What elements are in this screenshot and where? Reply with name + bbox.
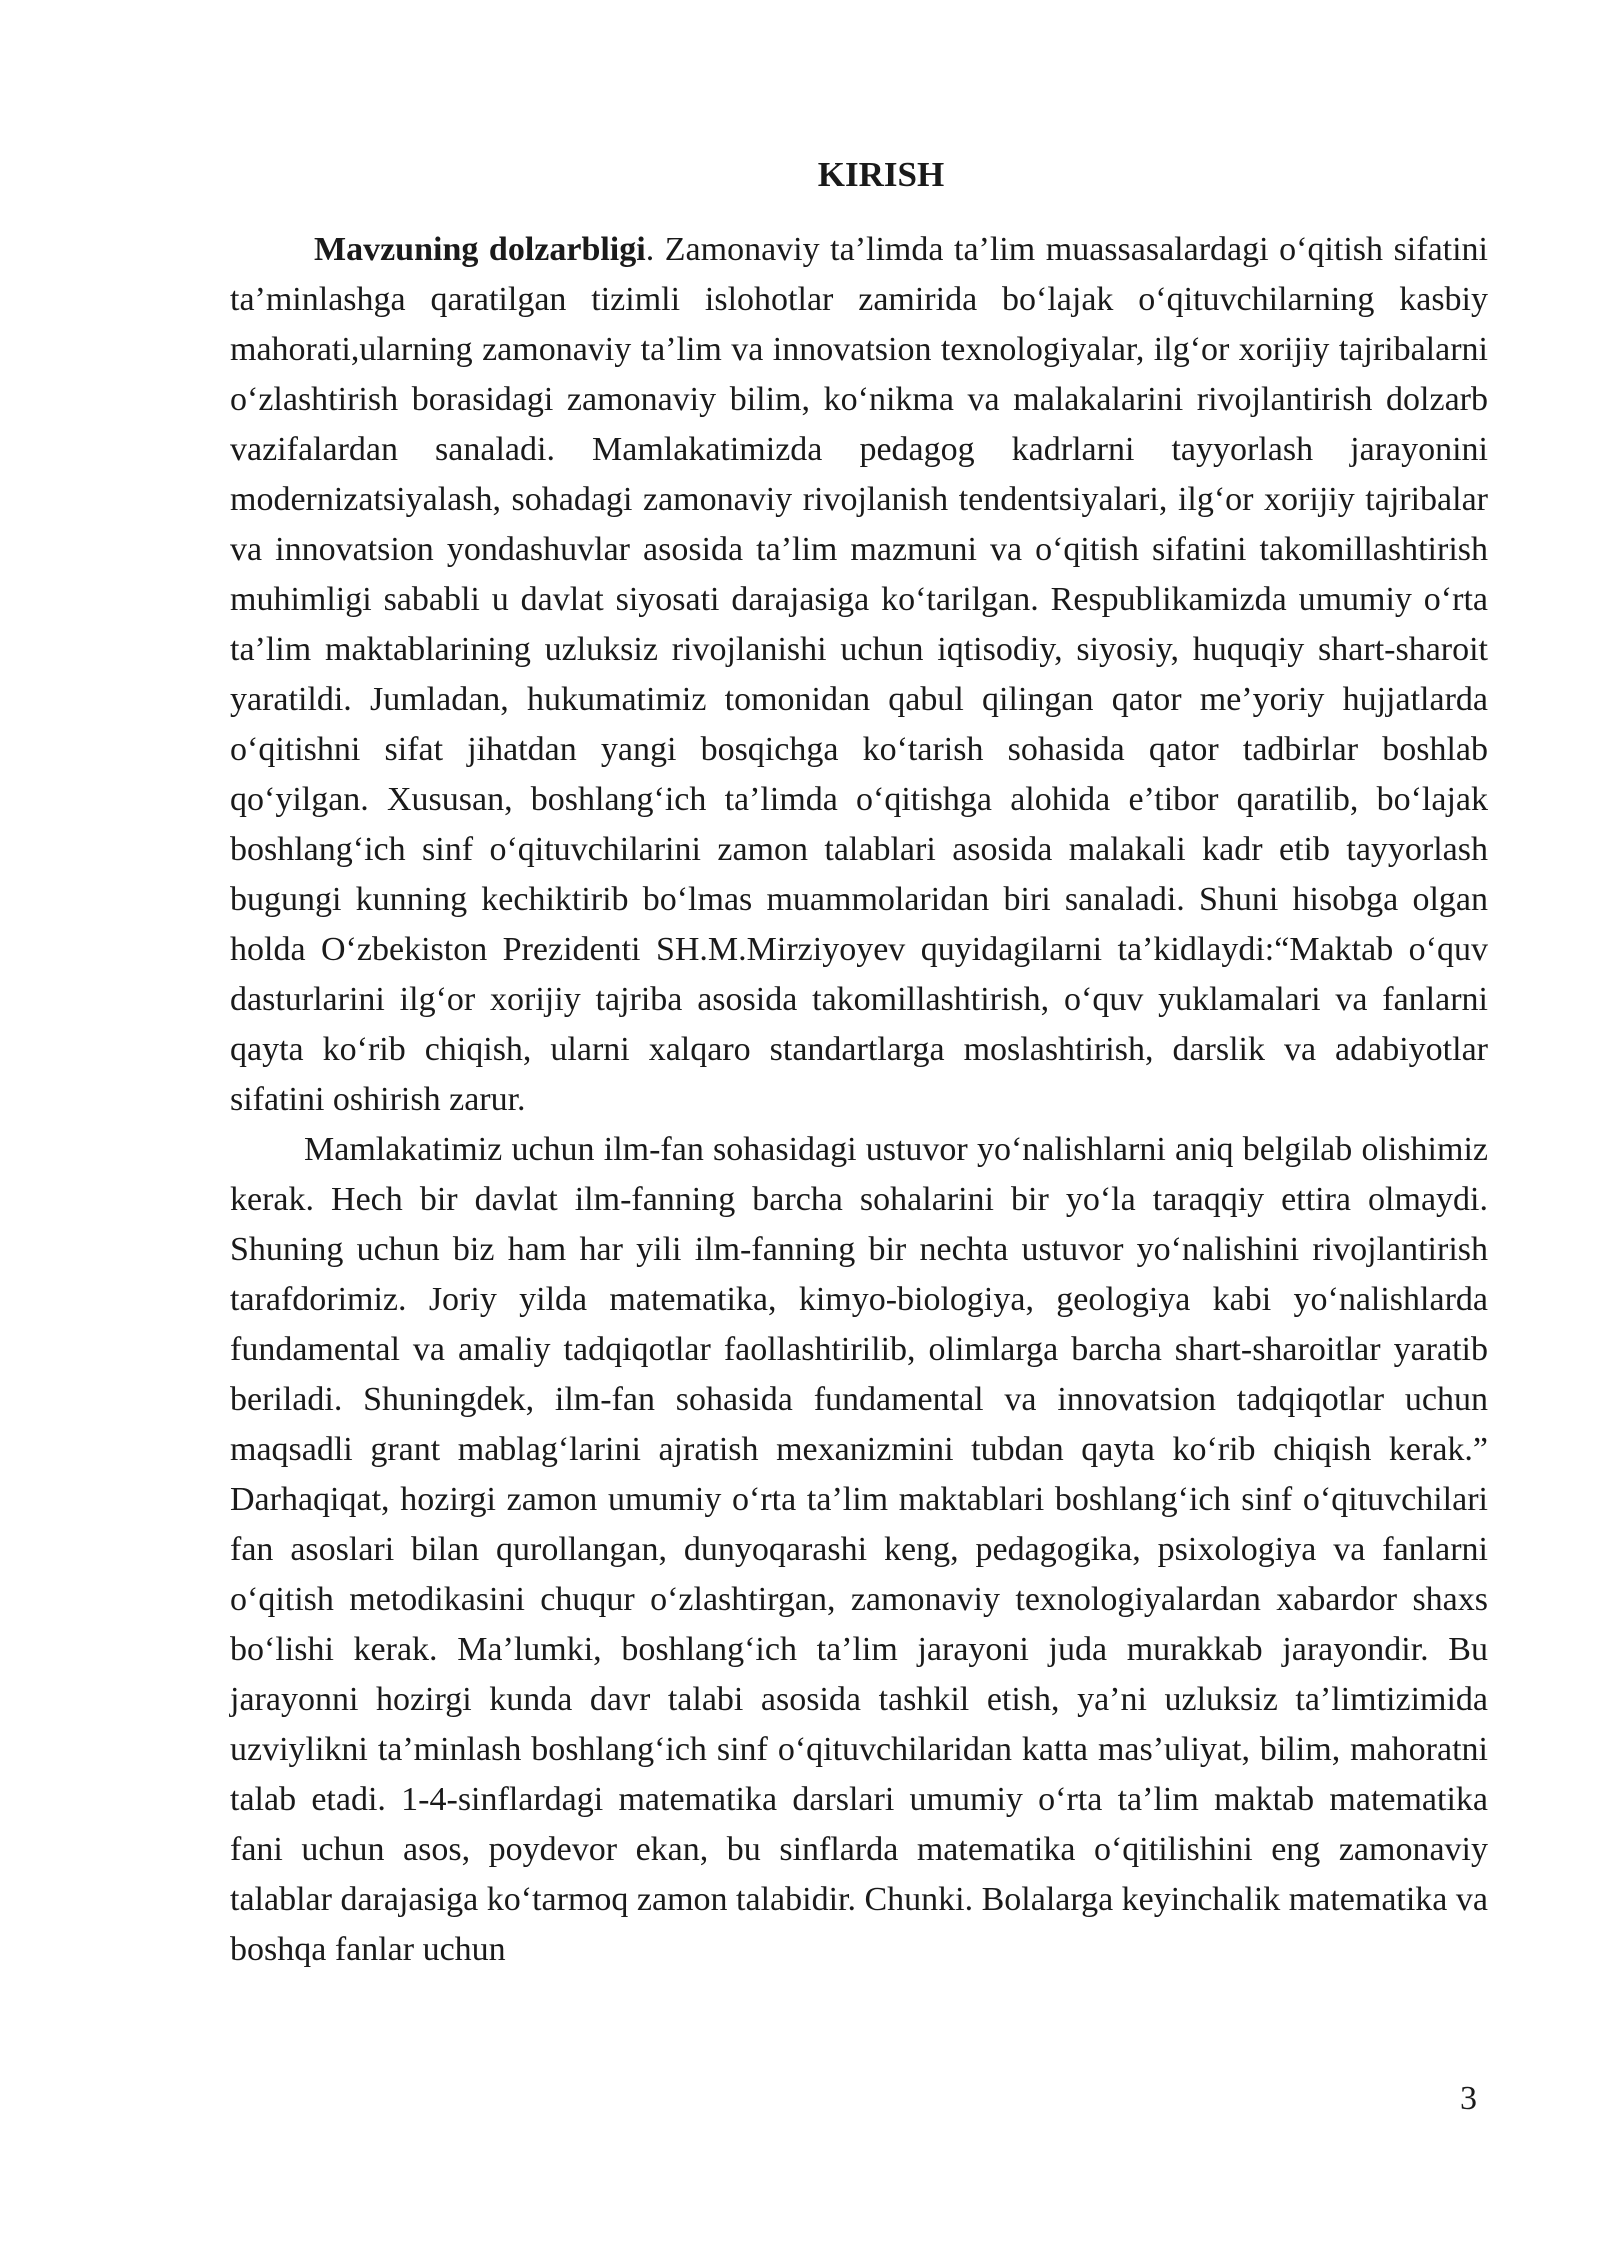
section-title: KIRISH [817, 155, 945, 194]
paragraph-body: . Zamonaviy ta’limda ta’lim muassasalardagi o‘qitish sifatini ta’minlashga qaratilgan tizimli islohotlar zamirida bo‘lajak o‘qituvchilarning kasbiy mahorati,ularning zamonaviy ta’lim va innovatsion texnologiyalar, ilg‘or xorijiy tajribalarni o‘zlashtirish borasidagi zamonaviy bilim, ko‘nikma va malakalarini rivojlantirish dolzarb vazifalardan sanaladi. Mamlakatimizda pedagog kadrlarni tayyorlash jarayonini modernizatsiyalash, sohadagi zamonaviy rivojlanish tendentsiyalari, ilg‘or xorijiy tajribalar va innovatsion yondashuvlar asosida ta’lim mazmuni va o‘qitish sifatini takomillashtirish muhimligi sababli u davlat siyosati darajasiga ko‘tarilgan. Respublikamizda umumiy o‘rta ta’lim maktablarining uzluksiz rivojlanishi uchun iqtisodiy, siyosiy, huquqiy shart-sharoit yaratildi. Jumladan, hukumatimiz tomonidan qabul qilingan qator me’yoriy hujjatlarda o‘qitishni sifat jihatdan yangi bosqichga ko‘tarish sohasida qator tadbirlar boshlab qo‘yilgan. Xususan, boshlang‘ich ta’limda o‘qitishga alohida e’tibor qaratilib, bo‘lajak boshlang‘ich sinf o‘qituvchilarini zamon talablari asosida malakali kadr etib tayyorlash bugungi kunning kechiktirib bo‘lmas muammolaridan biri sanaladi. Shuni hisobga olgan holda O‘zbekiston Prezidenti SH.M.Mirziyoyev quyidagilarni ta’kidlaydi:“Maktab o‘quv dasturlarini ilg‘or xorijiy tajriba asosida takomillashtirish, o‘quv yuklamalari va fanlarni qayta ko‘rib chiqish, ularni xalqaro standartlarga moslashtirish, darslik va adabiyotlar sifatini oshirish zarur. [230, 231, 1488, 1118]
paragraph-relevance [230, 225, 1488, 1125]
document-page [230, 150, 1488, 1975]
paragraph-lead-heading: Mavzuning dolzarbligi [314, 231, 646, 268]
page-number: 3 [1460, 2080, 1477, 2117]
paragraph-quote-continuation: Mamlakatimiz uchun ilm-fan sohasidagi ustuvor yo‘nalishlarni aniq belgilab olishimiz kerak. Hech bir davlat ilm-fanning barcha sohalarini bir yo‘la taraqqiy ettira olmaydi. Shuning uchun biz ham har yili ilm-fanning bir nechta ustuvor yo‘nalishini rivojlantirish tarafdorimiz. Joriy yilda matematika, kimyo-biologiya, geologiya kabi yo‘nalishlarda fundamental va amaliy tadqiqotlar faollashtirilib, olimlarga barcha shart-sharoitlar yaratib beriladi. Shuningdek, ilm-fan sohasida fundamental va innovatsion tadqiqotlar uchun maqsadli grant mablag‘larini ajratish mexanizmini tubdan qayta ko‘rib chiqish kerak.” Darhaqiqat, hozirgi zamon umumiy o‘rta ta’lim maktablari boshlang‘ich sinf o‘qituvchilari fan asoslari bilan qurollangan, dunyoqarashi keng, pedagogika, psixologiya va fanlarni o‘qitish metodikasini chuqur o‘zlashtirgan, zamonaviy texnologiyalardan xabardor shaxs bo‘lishi kerak. Ma’lumki, boshlang‘ich ta’lim jarayoni juda murakkab jarayondir. Bu jarayonni hozirgi kunda davr talabi asosida tashkil etish, ya’ni uzluksiz ta’limtizimida uzviylikni ta’minlash boshlang‘ich sinf o‘qituvchilaridan katta mas’uliyat, bilim, mahoratni talab etadi. 1-4-sinflardagi matematika darslari umumiy o‘rta ta’lim maktab matematika fani uchun asos, poydevor ekan, bu sinflarda matematika o‘qitilishini eng zamonaviy talablar darajasiga ko‘tarmoq zamon talabidir. Chunki. Bolalarga keyinchalik matematika va boshqa fanlar uchun [230, 1131, 1488, 1968]
